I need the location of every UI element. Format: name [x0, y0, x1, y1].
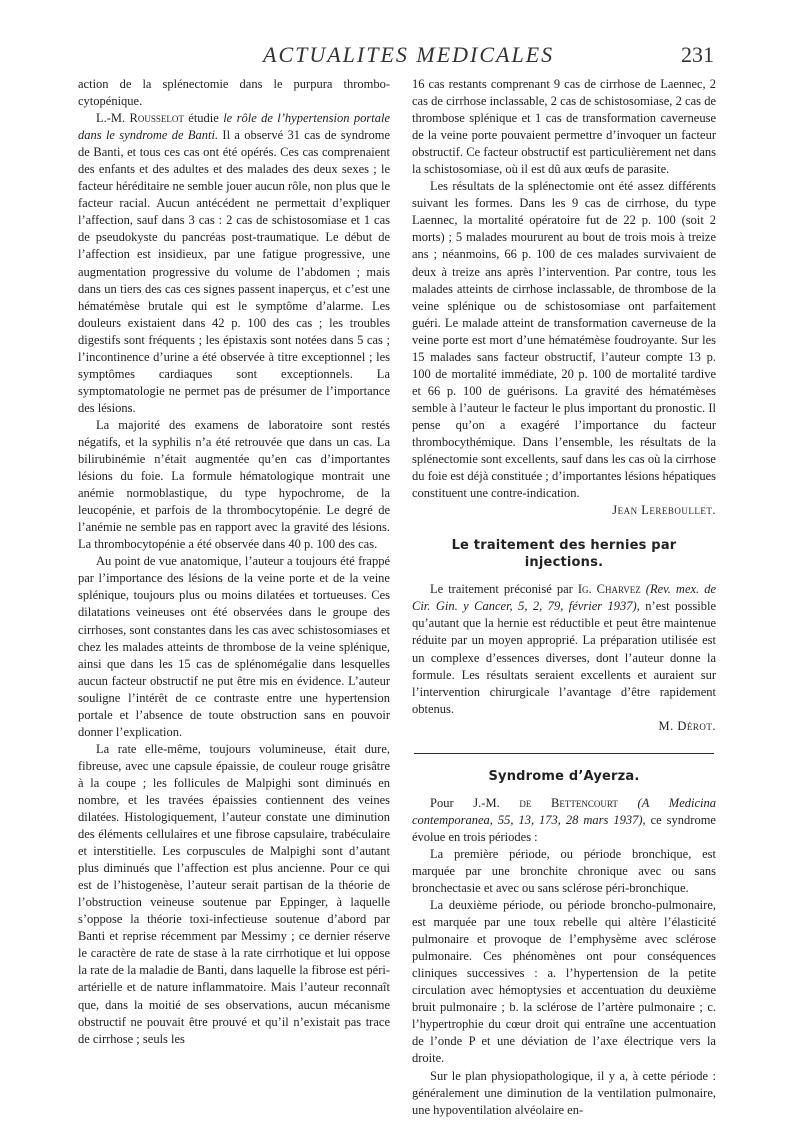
paragraph: Sur le plan physiopathologique, il y a, à cette période : généralement une diminution de la ventilation pulmonaire, une hypoventilation alvéolaire en-: [412, 1068, 716, 1117]
reference: (A Medicina contemporanea, 55, 13, 173, 28 mars 1937),: [412, 795, 716, 827]
text-fragment: n’est possible qu’autant que la hernie est réductible et peut être maintenue réduite par un moyen approprié. La préparation utilisée est un complexe d’essences diverses, dont l’auteur donne la formule. Les résultats seraient excellents et auraient sur l’intervention chirurgicale l’avantage d’être rapidement obtenus.: [412, 599, 717, 716]
paragraph: Les résultats de la splénectomie ont été assez différents suivant les formes. Dans les 9 cas de cirrhose, du type Laennec, la mortalité opératoire fut de 22 p. 100 (soit 2 morts) ; 5 malades moururent au bout de trois mois à treize ans ; néanmoins, 66 p. 100 de ces malades survivaient de deux à treize ans après l’intervention. Par contre, tous les malades atteints de cirrhose inclassable, de thrombose de la veine splénique ou de schistosomiase ont parfaitement guéri. Le malade atteint de transformation caverneuse de la veine porte est mort d’une hématémèse foudroyante. Sur les 15 malades sans facteur obstructif, l’auteur compte 13 p. 100 de mortalité immédiate, 20 p. 100 de mortalité tardive et 66 p. 100 de guérisons. La gravité des hématémèses semble à l’auteur le facteur le plus important du pronostic. Il pense qu’on a exagéré l’importance du facteur thrombocythémique. Dans l’ensemble, les résultats de la splénectomie sont excellents, sauf dans les cas où la cirrhose du foie est déjà constituée ; d’importantes lésions hépatiques constituent une contre-indication.: [412, 179, 716, 501]
section-heading: Le traitement des hernies par injections.: [451, 538, 677, 571]
author-name: Ig. Charvez: [577, 582, 641, 597]
text-fragment: étudie: [183, 111, 224, 126]
paragraph: [412, 795, 716, 846]
text-fragment: Il a observé 31 cas de syndrome de Banti, et tous ces cas ont été opérés. Ces cas comprenaient des enfants et des adultes et des malades des deux sexes ; le facteur héréditaire ne semble jouer aucun rôle, non plus que le facteur racial. Aucun antécédent ne permettait d’expliquer l’affection, sauf dans 3 cas : 2 cas de schistosomiase et 1 cas de pseudokyste du pancréas post-traumatique. Le début de l’affection est insidieux, par une fatigue progressive, une augmentation progressive du volume de l’abdomen ; mais dans un tiers des cas ces signes passent inaperçus, et c’est une hématémèse brutale qui est le symptôme d’alarme. Les douleurs existaient dans 42 p. 100 des cas ; les troubles digestifs sont fréquents ; les épistaxis sont notées dans 5 cas ; l’incontinence d’urine a été observée à titre exceptionnel ; les symptômes cardiaques sont exceptionnels. La symptomatologie ne permet pas de présumer de l’importance des lésions.: [78, 128, 390, 415]
paragraph: action de la splénectomie dans le purpura thrombo-cytopénique.: [78, 77, 390, 109]
signature: M. Dérot.: [658, 718, 716, 733]
paragraph: La rate elle-même, toujours volumineuse, était dure, fibreuse, avec une capsule épaissie, de couleur rouge grisâtre à la coupe ; les follicules de Malpighi sont diminués en nombre, et les travées épaissies contiennent des veines dilatées. Histologiquement, l’auteur constate une diminution des éléments cellulaires et une fibrose capsulaire, trabéculaire et interstitielle. Les corpuscules de Malpighi sont d’autant plus diminués que l’affection est plus ancienne. Pour ce qui est de l’histogenèse, l’auteur serait partisan de la théorie de l’obstruction veineuse soutenue par Eppinger, à laquelle s’oppose la théorie toxi-infectieuse soutenue d’abord par Banti et reprise récemment par Messimy ; ce dernier réserve le caractère de rate de stase à la rate cirrhotique et lui oppose la rate de la maladie de Banti, dans laquelle la fibrose est péri-artérielle et de nature inflammatoire. Mais l’auteur reconnaît que, dans la moitié de ses observations, aucun mécanisme obstructif ne pouvait être prouvé et qu’il n’existait pas trace de cirrhose ; seuls les: [78, 741, 390, 1046]
section-heading: Syndrome d’Ayerza.: [488, 768, 640, 784]
paragraph: La première période, ou période bronchique, est marquée par une bronchite chronique avec ou sans bronchectasie et avec ou sans sclérose péri-bronchique.: [412, 846, 716, 896]
right-column: [412, 76, 716, 1119]
author-name: J.-M. de Bettencourt: [473, 795, 618, 810]
paragraph: [78, 110, 390, 417]
running-title: ACTUALITES MEDICALES: [263, 42, 555, 67]
paragraph: 16 cas restants comprenant 9 cas de cirrhose de Laennec, 2 cas de cirrhose inclassable, 2 cas de schistosomiase, 2 cas de thrombose splénique et 1 cas de transformation caverneuse de la veine porte pouvaient permettre d’invoquer un facteur obstructif. Ce facteur obstructif est particulièrement net dans la schistosomiase, où il est dû aux œufs de parasite.: [412, 77, 716, 177]
left-column: [78, 76, 390, 1048]
text-fragment: ce syndrome évolue en trois périodes :: [412, 812, 716, 844]
text-fragment: Le traitement préconisé par: [430, 582, 578, 597]
paragraph: Au point de vue anatomique, l’auteur a toujours été frappé par l’importance des lésions de la veine porte et de la veine splénique, toujours plus ou moins dilatées et tortueuses. Ces dilatations veineuses ont été observées dans le groupe des cirrhoses, sont constantes dans les cas avec schistosomiases et chez les malades atteints de thrombose de la veine splénique, ainsi que dans les 15 cas de splénomégalie dans lesquelles aucun facteur obstructif ne put être mis en évidence. L’auteur souligne l’intérêt de ce contraste entre une hypertension portale et l’absence de toute obstruction sans en pouvoir donner l’explication.: [78, 554, 390, 739]
reference: (Rev. mex. de Cir. Gin. y Cancer, 5, 2, 79, février 1937),: [412, 582, 716, 614]
paragraph: La majorité des examens de laboratoire sont restés négatifs, et la syphilis n’a été retrouvée que dans un cas. La bilirubinémie n’était augmentée qu’en cas d’importantes lésions du foie. La formule hématologique montrait une anémie normoblastique, du type hypochrome, de la leucopénie, et parfois de la thrombocytopénie. Le degré de l’anémie ne semble pas en rapport avec la gravité des lésions. La thrombocytopénie a été observée dans 40 p. 100 des cas.: [78, 417, 390, 552]
divider: [414, 753, 714, 754]
text-fragment: Pour: [430, 795, 474, 810]
paragraph: [412, 581, 716, 717]
author-name: L.-M. Rousselot: [96, 111, 184, 126]
article-title: le rôle de l’hypertension portale dans le syndrome de Banti.: [78, 111, 390, 143]
running-header: [78, 40, 714, 74]
page-number: 231: [681, 42, 714, 67]
paragraph: La deuxième période, ou période broncho-pulmonaire, est marquée par une toux rebelle qui altère l’élasticité pulmonaire et provoque de l’emphysème avec sclérose pulmonaire. Ces phénomènes ont pour conséquences cliniques successives : a. l’hypertension de la petite circulation avec hémoptysies et accentuation du deuxième bruit pulmonaire ; b. la sclérose de l’artère pulmonaire ; c. l’hypertrophie du cœur droit qui entraîne une accentuation de l’onde P et une déviation de l’axe électrique vers la droite.: [412, 898, 716, 1066]
signature: Jean Lereboullet.: [612, 503, 716, 518]
